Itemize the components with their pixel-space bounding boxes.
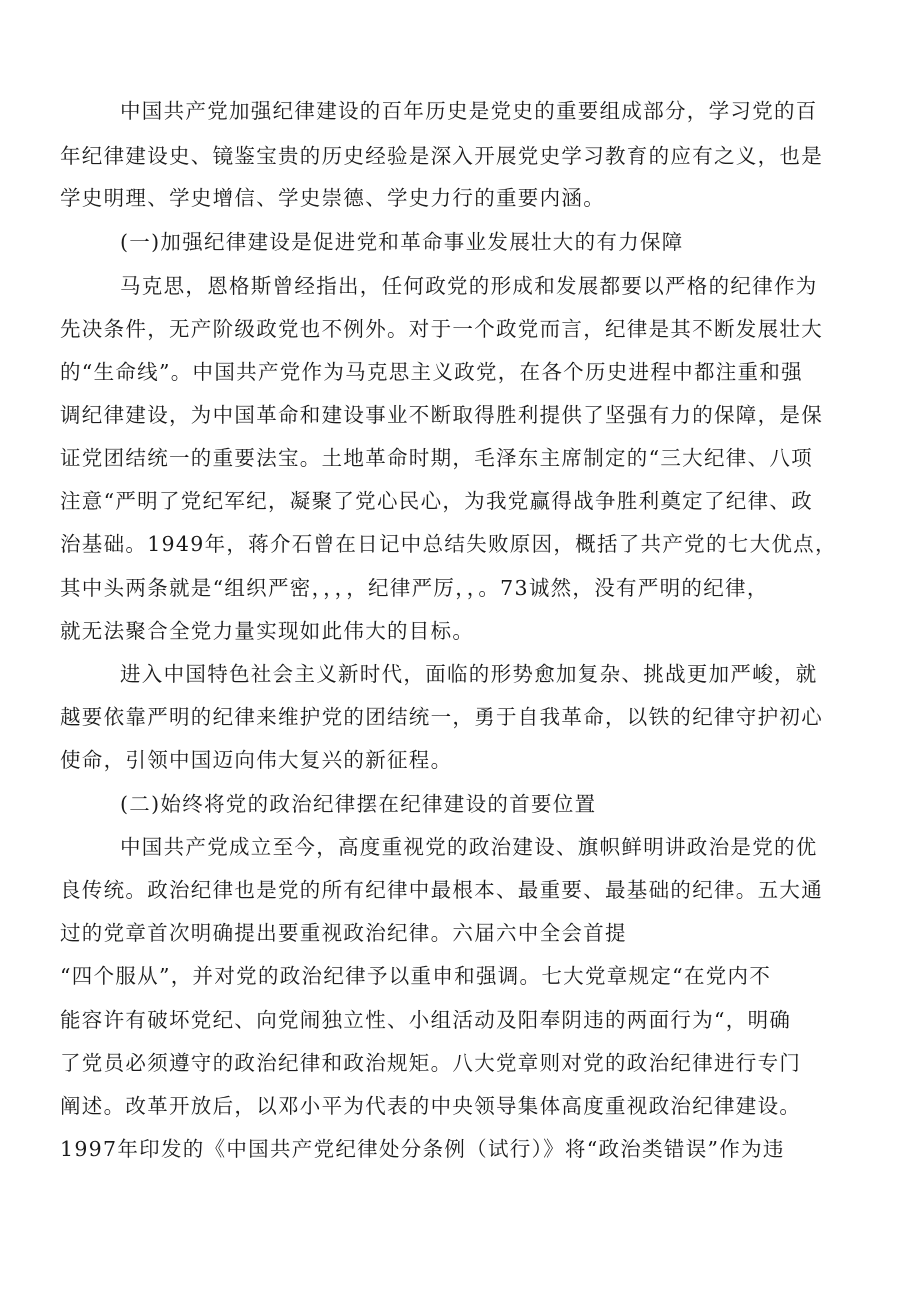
text-line: “四个服从”，并对党的政治纪律予以重申和强调。七大党章规定“在党内不 — [60, 964, 772, 988]
text-line: 证党团结统一的重要法宝。土地革命时期，毛泽东主席制定的“三大纪律、八项 — [60, 446, 813, 470]
text-line: 注意“严明了党纪军纪，凝聚了党心民心，为我党赢得战争胜利奠定了纪律、政 — [60, 489, 813, 513]
text-line: 先决条件，无产阶级政党也不例外。对于一个政党而言，纪律是其不断发展壮大 — [60, 317, 823, 341]
text-line: 使命，引领中国迈向伟大复兴的新征程。 — [60, 748, 453, 772]
text-line: 马克思，恩格斯曾经指出，任何政党的形成和发展都要以严格的纪律作为 — [120, 274, 818, 298]
text-line: 调纪律建设，为中国革命和建设事业不断取得胜利提供了坚强有力的保障，是保 — [60, 403, 823, 427]
text-line: 中国共产党加强纪律建设的百年历史是党史的重要组成部分，学习党的百 — [120, 99, 818, 123]
text-line: 的“生命线”。中国共产党作为马克思主义政党，在各个历史进程中都注重和强 — [60, 360, 803, 384]
section-heading: (二)始终将党的政治纪律摆在纪律建设的首要位置 — [120, 792, 597, 816]
text-line: 越要依靠严明的纪律来维护党的团结统一，勇于自我革命，以铁的纪律守护初心 — [60, 705, 823, 729]
text-line: 就无法聚合全党力量实现如此伟大的目标。 — [60, 619, 475, 643]
text-line: 年纪律建设史、镜鉴宝贵的历史经验是深入开展党史学习教育的应有之义，也是 — [60, 144, 823, 168]
text-line: 了党员必须遵守的政治纪律和政治规矩。八大党章则对党的政治纪律进行专门 — [60, 1051, 802, 1075]
text-line: 学史明理、学史增信、学史崇德、学史力行的重要内涵。 — [60, 186, 605, 210]
text-line: 中国共产党成立至今，高度重视党的政治建设、旗帜鲜明讲政治是党的优 — [120, 835, 818, 859]
text-line: 治基础。1949年，蒋介石曾在日记中总结失败原因，概括了共产党的七大优点， — [60, 532, 837, 556]
text-line: 过的党章首次明确提出要重视政治纪律。六届六中全会首提 — [60, 921, 627, 945]
section-heading: (一)加强纪律建设是促进党和革命事业发展壮大的有力保障 — [120, 230, 684, 254]
text-line: 阐述。改革开放后，以邓小平为代表的中央领导集体高度重视政治纪律建设。 — [60, 1094, 802, 1118]
text-line: 进入中国特色社会主义新时代，面临的形势愈加复杂、挑战更加严峻，就 — [120, 662, 818, 686]
text-line: 其中头两条就是“组织严密，，，，纪律严厉，，。73诚然，没有严明的纪律， — [60, 576, 769, 600]
text-line: 良传统。政治纪律也是党的所有纪律中最根本、最重要、最基础的纪律。五大通 — [60, 878, 823, 902]
text-line: 1997年印发的《中国共产党纪律处分条例（试行）》将“政治类错误”作为违 — [60, 1137, 785, 1161]
text-line: 能容许有破坏党纪、向党闹独立性、小组活动及阳奉阴违的两面行为“，明确 — [60, 1008, 792, 1032]
